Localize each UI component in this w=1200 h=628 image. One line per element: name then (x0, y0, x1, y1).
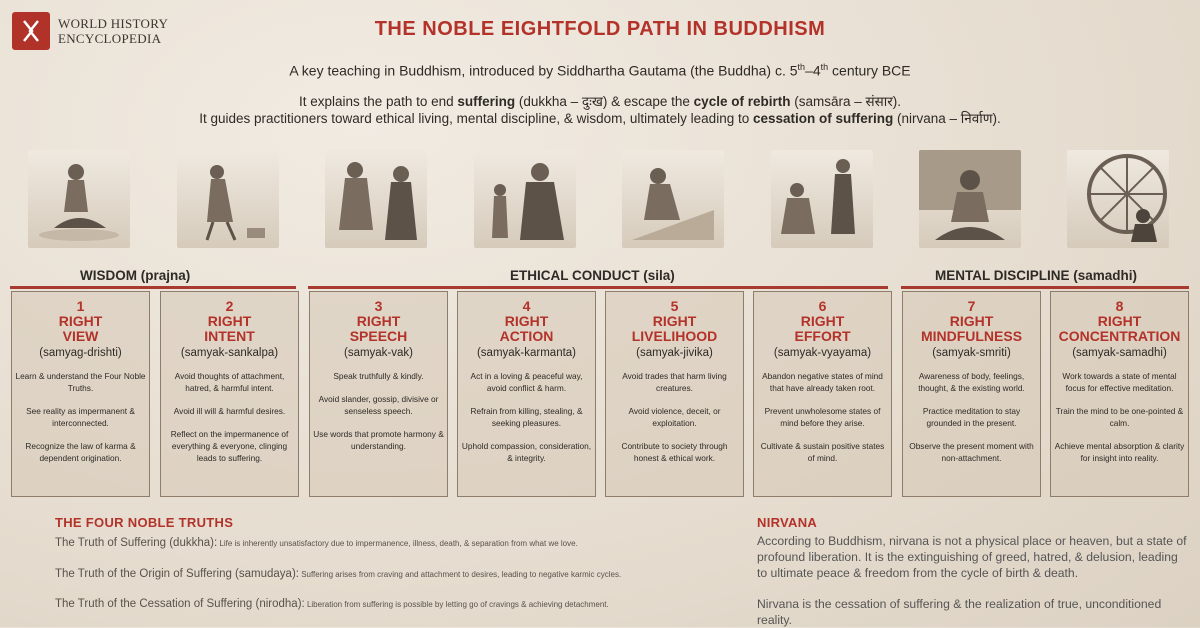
card-point: Contribute to society through honest & ethical work. (621, 441, 728, 463)
card-number: 5 (670, 298, 679, 314)
intro-line-2 (0, 110, 1200, 127)
intro-line-1 (0, 93, 1200, 110)
card-number: 1 (76, 298, 85, 314)
card-number: 2 (225, 298, 234, 314)
truth-item (55, 598, 609, 610)
walking-monk-icon (177, 150, 279, 248)
group-wisdom-label: WISDOM (prajna) (80, 268, 191, 283)
card-sanskrit: (samyak-samadhi) (1072, 347, 1167, 359)
card-sanskrit: (samyak-karmanta) (476, 347, 577, 359)
card-point: Learn & understand the Four Noble Truths. (15, 371, 146, 393)
logo-line-1: WORLD HISTORY (58, 16, 169, 31)
path-card-1 (11, 291, 150, 497)
card-point: Abandon negative states of mind that have already taken root. (762, 371, 883, 393)
path-card-5 (605, 291, 744, 497)
card-number: 4 (522, 298, 531, 314)
truth-item (55, 537, 578, 549)
card-number: 3 (374, 298, 383, 314)
intro-l1-d: cycle of rebirth (693, 94, 791, 109)
truth-name: The Truth of Suffering (dukkha): (55, 537, 218, 549)
seated-meditator-icon (28, 150, 130, 248)
card-point: Practice meditation to stay grounded in the present. (922, 406, 1021, 428)
truth-name: The Truth of the Cessation of Suffering (nirodha): (55, 598, 305, 610)
path-card-7 (902, 291, 1041, 497)
path-card-2 (160, 291, 299, 497)
card-number: 6 (818, 298, 827, 314)
subtitle-mid: –4 (805, 62, 821, 79)
intro-l2-c: (nirvana – निर्वाण). (893, 111, 1001, 126)
card-number: 7 (967, 298, 976, 314)
card-title-2: SPEECH (349, 328, 408, 344)
card-title-1: RIGHT (949, 313, 994, 329)
intro-l2-b: cessation of suffering (752, 111, 894, 126)
card-point: Work towards a state of mental focus for effective meditation. (1062, 371, 1177, 393)
group-wisdom-line (10, 286, 296, 289)
group-ethics-label: ETHICAL CONDUCT (sila) (510, 268, 675, 283)
subtitle-sup-1: th (797, 62, 806, 72)
card-sanskrit: (samyak-jivika) (636, 347, 713, 359)
card-title-2: MINDFULNESS (920, 328, 1023, 344)
card-point: Uphold compassion, consideration, & integrity. (461, 441, 592, 463)
truth-item (55, 568, 621, 580)
intro-l1-e: (samsāra – संसार). (790, 94, 901, 109)
card-title-1: RIGHT (504, 313, 549, 329)
card-point: See reality as impermanent & interconnected. (26, 406, 135, 428)
nirvana-paragraph-1: According to Buddhism, nirvana is not a physical place or heaven, but a state of profound liberation. It is the extinguishing of greed, hatred, & delusion, leading to ultimate peace & freedom from the cycle of birth & death. (757, 534, 1187, 580)
card-title-1: RIGHT (58, 313, 103, 329)
card-title-1: RIGHT (1097, 313, 1142, 329)
card-title-1: RIGHT (652, 313, 697, 329)
card-point: Act in a loving & peaceful way, avoid conflict & harm. (470, 371, 583, 393)
wheel-of-rebirth-icon (1067, 150, 1169, 248)
subtitle-post: century BCE (828, 62, 911, 79)
card-number: 8 (1115, 298, 1124, 314)
card-body (606, 370, 743, 464)
path-card-4 (457, 291, 596, 497)
card-point: Avoid trades that harm living creatures. (622, 371, 727, 393)
card-point: Avoid violence, deceit, or exploitation. (628, 406, 721, 428)
card-body (458, 370, 595, 464)
card-title-1: RIGHT (800, 313, 845, 329)
truth-desc: Life is inherently unsatisfactory due to impermanence, illness, death, & separation from what we love. (217, 539, 578, 548)
card-title-2: VIEW (62, 328, 99, 344)
path-card-8 (1050, 291, 1189, 497)
card-point: Achieve mental absorption & clarity for insight into reality. (1054, 441, 1185, 463)
card-point: Cultivate & sustain positive states of mind. (760, 441, 885, 463)
card-point: Avoid ill will & harmful desires. (173, 406, 286, 416)
card-body (903, 370, 1040, 464)
card-body (310, 370, 447, 452)
card-sanskrit: (samyak-sankalpa) (180, 347, 279, 359)
nirvana-title: NIRVANA (757, 515, 818, 530)
group-discipline-line (901, 286, 1189, 289)
card-point: Reflect on the impermanence of everything & everyone, clinging leads to suffering. (170, 429, 289, 463)
intro-l2-a: It guides practitioners toward ethical living, mental discipline, & wisdom, ultimately leading to (199, 111, 753, 126)
monk-weaving-icon (622, 150, 724, 248)
card-point: Use words that promote harmony & understanding. (313, 429, 444, 451)
monk-and-teacher-icon (771, 150, 873, 248)
card-sanskrit: (samyak-smriti) (932, 347, 1011, 359)
card-title-2: LIVELIHOOD (631, 328, 718, 344)
card-sanskrit: (samyag-drishti) (39, 347, 122, 359)
group-ethics-line (308, 286, 888, 289)
card-point: Prevent unwholesome states of mind before they arise. (764, 406, 881, 428)
card-sanskrit: (samyak-vyayama) (773, 347, 872, 359)
card-body (754, 370, 891, 464)
truth-desc: Liberation from suffering is possible by letting go of cravings & achieving detachment. (304, 600, 609, 609)
card-point: Recognize the law of karma & dependent origination. (25, 441, 136, 463)
card-point: Observe the present moment with non-attachment. (909, 441, 1034, 463)
card-body (161, 370, 298, 464)
card-point: Train the mind to be one-pointed & calm. (1055, 406, 1184, 428)
card-point: Awareness of body, feelings, thought, & the existing world. (918, 371, 1025, 393)
card-title-2: ACTION (499, 328, 554, 344)
subtitle (0, 62, 1200, 79)
card-title-1: RIGHT (207, 313, 252, 329)
nirvana-paragraph-2: Nirvana is the cessation of suffering & the realization of true, unconditioned reality. (757, 597, 1162, 627)
intro-l1-c: (dukkha – दुःख) & escape the (515, 94, 694, 109)
card-title-2: CONCENTRATION (1058, 328, 1181, 344)
group-discipline-label: MENTAL DISCIPLINE (samadhi) (935, 268, 1138, 283)
card-title-1: RIGHT (356, 313, 401, 329)
card-title-2: EFFORT (794, 328, 851, 344)
path-card-3 (309, 291, 448, 497)
logo-line-2: ENCYCLOPEDIA (58, 31, 162, 46)
card-point: Avoid slander, gossip, divisive or senseless speech. (318, 394, 439, 416)
truth-name: The Truth of the Origin of Suffering (samudaya): (55, 568, 299, 580)
intro-l1-b: suffering (457, 94, 516, 109)
card-body (12, 370, 149, 464)
intro-l1-a: It explains the path to end (299, 94, 458, 109)
monk-with-child-icon (474, 150, 576, 248)
card-point: Avoid thoughts of attachment, hatred, & harmful intent. (174, 371, 285, 393)
subtitle-pre: A key teaching in Buddhism, introduced by Siddhartha Gautama (the Buddha) c. 5 (289, 62, 798, 79)
card-body (1051, 370, 1188, 464)
four-truths-title: THE FOUR NOBLE TRUTHS (55, 515, 234, 530)
path-card-6 (753, 291, 892, 497)
intro-text (0, 93, 1200, 127)
subtitle-sup-2: th (820, 62, 829, 72)
truth-desc: Suffering arises from craving and attachment to desires, leading to negative karmic cycles. (298, 570, 622, 579)
card-point: Refrain from killing, stealing, & seeking pleasures. (470, 406, 583, 428)
page-title: THE NOBLE EIGHTFOLD PATH IN BUDDHISM (374, 18, 826, 40)
meditating-crowd-icon (919, 150, 1021, 248)
card-point: Speak truthfully & kindly. (333, 371, 424, 381)
two-monks-talking-icon (325, 150, 427, 248)
card-sanskrit: (samyak-vak) (343, 347, 413, 359)
card-title-2: INTENT (204, 328, 255, 344)
